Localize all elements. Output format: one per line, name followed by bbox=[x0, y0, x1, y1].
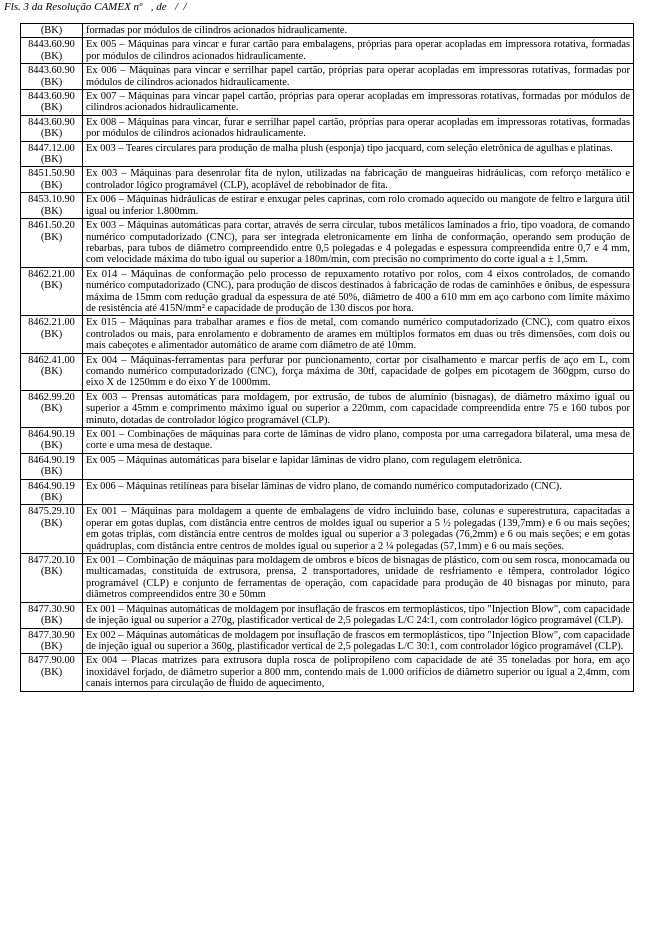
ncm-code: 8477.90.00 bbox=[28, 655, 75, 667]
page-header: Fls. 3 da Resolução CAMEX nº , de / / bbox=[4, 1, 187, 13]
ncm-code-cell bbox=[21, 316, 83, 353]
ncm-code-cell bbox=[21, 428, 83, 454]
ncm-suffix: (BK) bbox=[40, 280, 63, 292]
ncm-code: 8477.30.90 bbox=[28, 629, 75, 641]
ex-description: Ex 001 – Combinação de máquinas para moldagem de ombros e bicos de bisnagas de plástico, com ou sem rosca, monocamada ou multicamadas, constituída de extrusora, prensa, 2 transportadores, unidade de resfriamento e têmpera, controlador lógico programável (CLP) e conjunto de ferramentas de operação, com capacidade para produção de 40 bisnagas por minuto, para diâmetros compreendidos entre 30 e 50mm bbox=[83, 554, 634, 603]
ex-description: Ex 005 – Máquinas para vincar e furar cartão para embalagens, próprias para operar acopladas em impressora rotativa, formadas por módulos de cilindros acionados hidraulicamente. bbox=[83, 38, 634, 64]
ncm-code-cell bbox=[21, 390, 83, 427]
ncm-code: 8443.60.90 bbox=[28, 91, 75, 103]
ex-description: Ex 002 – Máquinas automáticas de moldagem por insuflação de frascos em termoplásticos, tipo "Injection Blow", com capacidade de injeção igual ou superior a 360g, plastificador vertical de 2,5 polegadas L/C 30:1, com controlador lógico programável (CLP). bbox=[83, 628, 634, 654]
ex-description: Ex 005 – Máquinas automáticas para biselar e lapidar lâminas de vidro plano, com regulagem eletrônica. bbox=[83, 453, 634, 479]
ex-description: Ex 004 – Máquinas-ferramentas para perfurar por puncionamento, cortar por cisalhamento e marcar perfis de aço em L, com comando numérico computadorizado (CNC), força máxima de 30tf, capacidade de golpes em picotagem de 360gpm, curso do eixo X de 1250mm e do eixo Y de 1000mm. bbox=[83, 353, 634, 390]
ex-description: Ex 003 – Máquinas automáticas para cortar, através de serra circular, tubos metálicos laminados a frio, tipo voadora, de comando numérico computadorizado (CNC), para ser integrada eletronicamente em linha de conformação, operando sem produção de rebarbas, para tubos de diâmetro compreendido entre 0,5 polegadas e 4 polegadas e espessura compreendida entre 0,7 e 4 mm, com velocidade máxima do tubo igual ou superior a 180m/min, com precisão no comprimento do corte igual a ± 1,5mm. bbox=[83, 219, 634, 268]
ncm-suffix: (BK) bbox=[40, 517, 63, 529]
table-row bbox=[21, 479, 634, 505]
ncm-suffix: (BK) bbox=[40, 328, 63, 340]
ncm-code: 8462.99.20 bbox=[28, 391, 75, 403]
ncm-code-cell bbox=[21, 90, 83, 116]
table-row bbox=[21, 316, 634, 353]
ncm-suffix: (BK) bbox=[40, 179, 63, 191]
ncm-code: 8477.30.90 bbox=[28, 603, 75, 615]
ncm-suffix: (BK) bbox=[40, 640, 63, 652]
ncm-code-cell bbox=[21, 453, 83, 479]
table-row bbox=[21, 141, 634, 167]
ncm-code: 8462.21.00 bbox=[28, 317, 75, 329]
ex-description: Ex 003 – Máquinas para desenrolar fita de nylon, utilizadas na fabricação de mangueiras hidráulicas, com reforço metálico e controlador lógico programável (CLP), acoplável de rebobinador de fita. bbox=[83, 167, 634, 193]
ncm-code: 8461.50.20 bbox=[28, 220, 75, 232]
ncm-suffix: (BK) bbox=[40, 466, 63, 478]
ex-description: Ex 007 – Máquinas para vincar papel cartão, próprias para operar acopladas em impressoras rotativas, formadas por módulos de cilindros acionados hidraulicamente. bbox=[83, 90, 634, 116]
ncm-code: 8464.90.19 bbox=[28, 454, 75, 466]
ncm-code-cell bbox=[21, 115, 83, 141]
ex-description: Ex 006 – Máquinas para vincar e serrilhar papel cartão, próprias para operar acopladas em impressoras rotativas, formadas por módulos de cilindros acionados hidraulicamente. bbox=[83, 64, 634, 90]
ncm-suffix: (BK) bbox=[40, 365, 63, 377]
ncm-code: 8453.10.90 bbox=[28, 194, 75, 206]
ncm-suffix: (BK) bbox=[40, 205, 63, 217]
ex-description: Ex 014 – Máquinas de conformação pelo processo de repuxamento rotativo por rolos, com 4 eixos controlados, de comando numérico computadorizado (CNC), para produção de discos destinados à fabricação de rodas de caminhões e ônibus, de espessura máxima de 15mm com redução gradual da espessura de até 50%, diâmetro de 400 a 610 mm em aço carbono com limite máximo de resistência até 415N/mm² e capacidade de produção de 130 discos por hora. bbox=[83, 267, 634, 316]
ncm-table-body bbox=[21, 24, 634, 692]
ncm-suffix: (BK) bbox=[40, 25, 63, 36]
table-row bbox=[21, 428, 634, 454]
ncm-code-cell bbox=[21, 602, 83, 628]
ncm-code-cell bbox=[21, 193, 83, 219]
ncm-code: 8451.50.90 bbox=[28, 168, 75, 180]
ncm-suffix: (BK) bbox=[40, 50, 63, 62]
ncm-suffix: (BK) bbox=[40, 231, 63, 243]
ncm-suffix: (BK) bbox=[40, 615, 63, 627]
ncm-suffix: (BK) bbox=[40, 403, 63, 415]
table-row bbox=[21, 267, 634, 316]
ncm-code: 8477.20.10 bbox=[28, 555, 75, 567]
table-row bbox=[21, 219, 634, 268]
table-row bbox=[21, 90, 634, 116]
ncm-code: 8447.12.00 bbox=[28, 142, 75, 154]
ncm-suffix: (BK) bbox=[40, 492, 63, 504]
table-row bbox=[21, 390, 634, 427]
ncm-code-cell bbox=[21, 38, 83, 64]
ex-description: Ex 015 – Máquinas para trabalhar arames e fios de metal, com comando numérico computadorizado (CNC), com quatro eixos controlados ou mais, para enrolamento e dobramento de arames em múltiplos formatos em duas ou três dimensões, com dois ou mais cabeçotes e alimentador automático de arame com diâmetro de até 10mm. bbox=[83, 316, 634, 353]
table-row bbox=[21, 115, 634, 141]
ncm-code-cell bbox=[21, 353, 83, 390]
ex-description: Ex 003 – Teares circulares para produção de malha plush (esponja) tipo jacquard, com seleção eletrônica de agulhas e platinas. bbox=[83, 141, 634, 167]
ncm-code: 8464.90.19 bbox=[28, 429, 75, 440]
ex-description: Ex 001 – Combinações de máquinas para corte de lâminas de vidro plano, composta por uma carregadora bilateral, uma mesa de corte e uma mesa de destaque. bbox=[83, 428, 634, 454]
ncm-code: 8462.41.00 bbox=[28, 354, 75, 366]
table-row bbox=[21, 654, 634, 691]
ncm-code-cell bbox=[21, 64, 83, 90]
ncm-code-cell bbox=[21, 505, 83, 554]
table-row bbox=[21, 505, 634, 554]
ncm-code-cell bbox=[21, 167, 83, 193]
table-row bbox=[21, 554, 634, 603]
table-row bbox=[21, 167, 634, 193]
ncm-code: 8464.90.19 bbox=[28, 480, 75, 492]
ncm-table bbox=[20, 23, 634, 692]
table-row bbox=[21, 193, 634, 219]
ncm-code-cell bbox=[21, 479, 83, 505]
table-row bbox=[21, 38, 634, 64]
ncm-code-cell bbox=[21, 219, 83, 268]
table-row bbox=[21, 602, 634, 628]
ncm-code: 8462.21.00 bbox=[28, 268, 75, 280]
ex-description: formadas por módulos de cilindros acionados hidraulicamente. bbox=[83, 24, 634, 38]
ncm-suffix: (BK) bbox=[40, 154, 63, 166]
ncm-code: 8443.60.90 bbox=[28, 39, 75, 51]
table-row bbox=[21, 353, 634, 390]
table-row bbox=[21, 24, 634, 38]
ex-description: Ex 006 – Máquinas hidráulicas de estirar e enxugar peles caprinas, com rolo cromado aquecido ou mangote de feltro e largura útil igual ou inferior 1.800mm. bbox=[83, 193, 634, 219]
ncm-code: 8443.60.90 bbox=[28, 116, 75, 128]
ncm-code-cell bbox=[21, 267, 83, 316]
ncm-suffix: (BK) bbox=[40, 666, 63, 678]
ncm-code: 8443.60.90 bbox=[28, 65, 75, 77]
ex-description: Ex 003 – Prensas automáticas para moldagem, por extrusão, de tubos de alumínio (bisnagas), de diâmetro máximo igual ou superior a 45mm e comprimento máximo igual ou superior a 220mm, com capacidade compreendida entre 75 e 160 tubos por minuto, dotadas de controlador lógico programável (CLP). bbox=[83, 390, 634, 427]
table-row bbox=[21, 64, 634, 90]
ncm-code-cell bbox=[21, 24, 83, 38]
ncm-code-cell bbox=[21, 628, 83, 654]
ncm-code-cell bbox=[21, 141, 83, 167]
ncm-suffix: (BK) bbox=[40, 566, 63, 578]
ncm-code-cell bbox=[21, 554, 83, 603]
table-row bbox=[21, 453, 634, 479]
ex-description: Ex 001 – Máquinas automáticas de moldagem por insuflação de frascos em termoplásticos, tipo "Injection Blow", com capacidade de injeção igual ou superior a 270g, plastificador vertical de 2,5 polegadas L/C 24:1, com controlador lógico programável (CLP). bbox=[83, 602, 634, 628]
ncm-suffix: (BK) bbox=[40, 440, 63, 452]
ncm-suffix: (BK) bbox=[40, 102, 63, 114]
ncm-code-cell bbox=[21, 654, 83, 691]
ex-description: Ex 008 – Máquinas para vincar, furar e serrilhar papel cartão, próprias para operar acopladas em impressoras rotativas, formadas por módulos de cilindros acionados hidraulicamente. bbox=[83, 115, 634, 141]
ex-description: Ex 001 – Máquinas para moldagem a quente de embalagens de vidro incluindo base, colunas e superestrutura, capacitadas a operar em gotas duplas, com distância entre centros de moldes igual ou superior a 5 ½ polegadas (139,7mm) e 6 ou mais seções; em gotas triplas, com distância entre centros de moldes igual ou superior a 3 polegadas (76,2mm) e 6 ou mais seções; e em gotas quádruplas, com distância entre centros de moldes igual ou superior a 2 ¼ polegadas (57,1mm) e 6 ou mais seções. bbox=[83, 505, 634, 554]
ex-description: Ex 006 – Máquinas retilíneas para biselar lâminas de vidro plano, de comando numérico computadorizado (CNC). bbox=[83, 479, 634, 505]
ex-description: Ex 004 – Placas matrizes para extrusora dupla rosca de polipropileno com capacidade de até 35 toneladas por hora, em aço inoxidável forjado, de diâmetro superior a 800 mm, contendo mais de 1.000 orifícios de diâmetro superior ou igual a 2,4mm, com canais internos para circulação de fluido de aquecimento, bbox=[83, 654, 634, 691]
ncm-suffix: (BK) bbox=[40, 128, 63, 140]
table-row bbox=[21, 628, 634, 654]
ncm-suffix: (BK) bbox=[40, 76, 63, 88]
ncm-code: 8475.29.10 bbox=[28, 506, 75, 518]
